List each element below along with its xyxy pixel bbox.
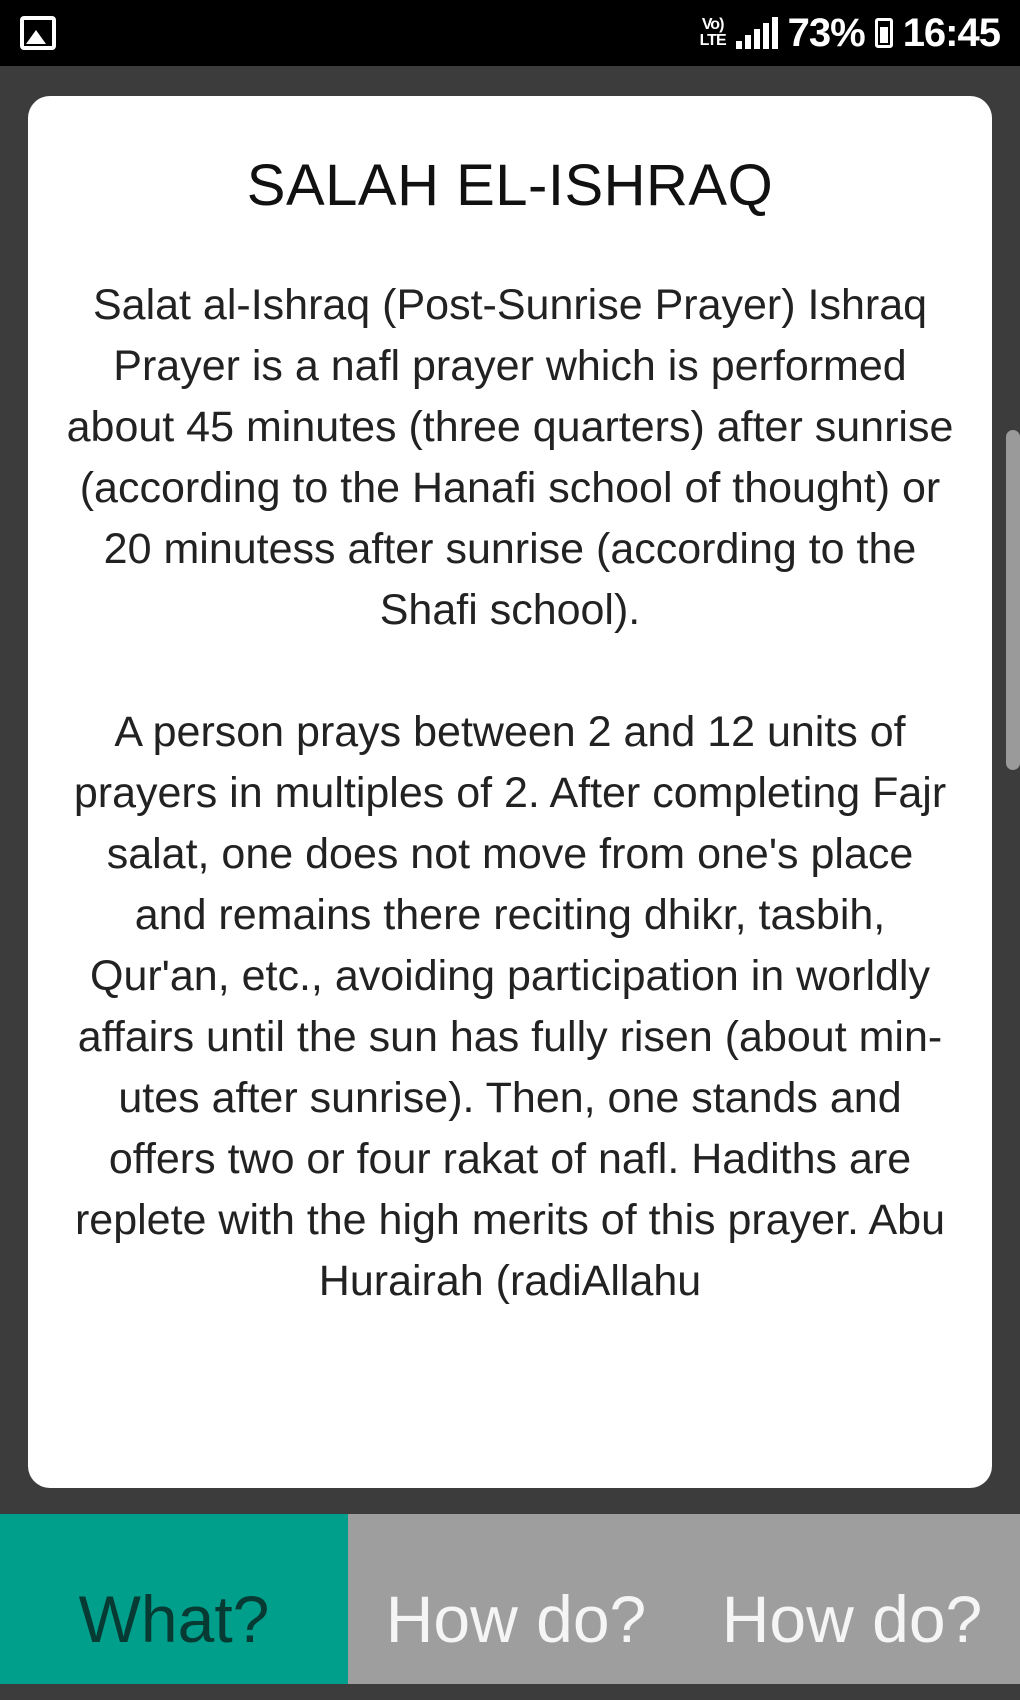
scrollbar-thumb[interactable]	[1006, 430, 1020, 770]
tab-how-do-1[interactable]: How do?	[348, 1514, 684, 1684]
bottom-tab-bar	[0, 1514, 1020, 1684]
clock: 16:45	[902, 10, 1000, 55]
bottom-strip	[0, 1684, 1020, 1700]
article-paragraph-2: A person prays between 2 and 12 units of prayers in multiples of 2. After completing Fajr salat, one does not move from one's place and remains there reciting dhikr, tasbih, Qur'an, etc., avoiding participation in worldly affairs until the sun has fully risen (about min-utes after sunrise). Then, one stands and offers two or four rakat of nafl. Hadiths are replete with the high merits of this prayer. Abu Hurairah (radiAllahu	[73, 708, 947, 1305]
volte-bottom-label: LTE	[699, 32, 726, 49]
status-left	[20, 16, 56, 50]
tab-what[interactable]: What?	[0, 1514, 348, 1684]
status-bar	[0, 0, 1020, 66]
gallery-icon	[20, 16, 56, 50]
article-paragraph-1: Salat al-Ishraq (Post-Sunrise Prayer) Ishraq Prayer is a nafl prayer which is performed about 45 minutes (three quarters) after sunrise (according to the Hanafi school of thought) or 20 minutess after sunrise (according to the Shafi school).	[66, 281, 954, 634]
volte-icon	[700, 17, 726, 49]
status-right	[700, 11, 1000, 56]
signal-icon	[736, 17, 778, 49]
article-body[interactable]	[28, 275, 992, 1312]
tab-how-do-2[interactable]: How do?	[684, 1514, 1020, 1684]
content-card	[28, 96, 992, 1488]
page-title: SALAH EL-ISHRAQ	[246, 153, 774, 218]
battery-percent: 73%	[787, 10, 865, 55]
battery-icon	[875, 18, 893, 48]
volte-top-label: Vo)	[701, 16, 724, 33]
